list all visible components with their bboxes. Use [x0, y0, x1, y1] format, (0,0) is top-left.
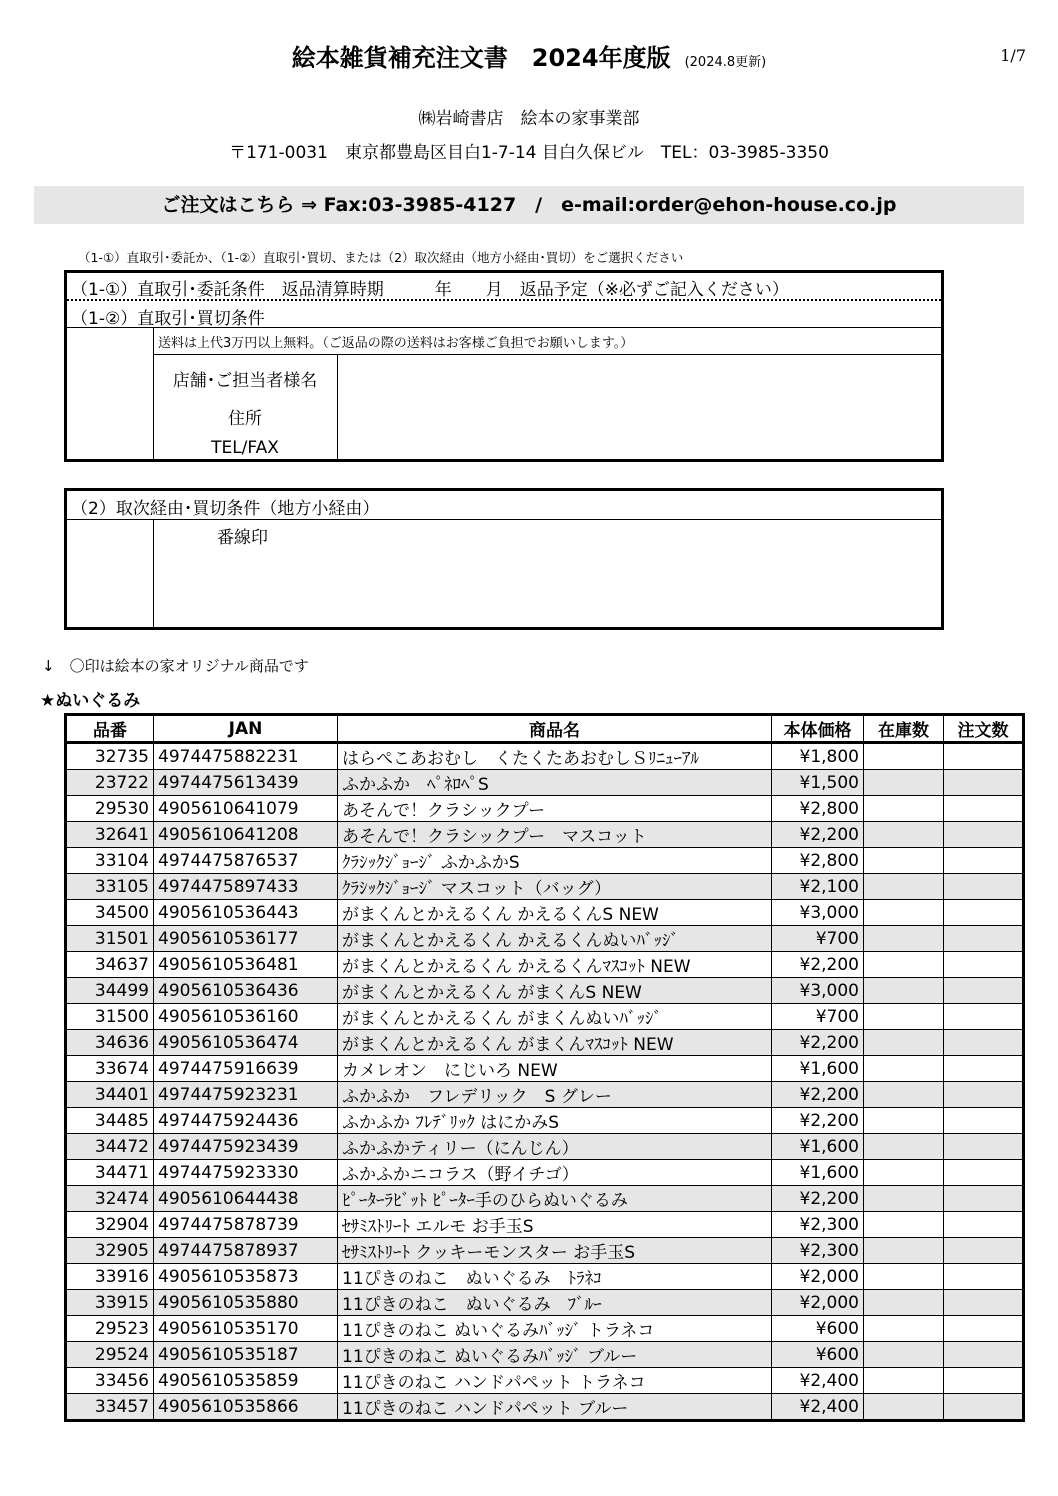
stock-cell[interactable]	[864, 770, 944, 796]
product-name-cell: ふかふかティリー（にんじん）	[338, 1134, 772, 1160]
distributor-terms-row: （2）取次経由･買切条件（地方小経由）	[71, 499, 380, 519]
price-cell: ¥2,000	[772, 1290, 864, 1316]
consignment-terms-row: （1-①）直取引･委託条件 返品清算時期 年 月 返品予定（※必ずご記入ください）	[71, 280, 789, 300]
page-number: 1/7	[1000, 46, 1026, 65]
order-qty-cell[interactable]	[944, 1186, 1024, 1212]
table-row	[66, 1108, 1024, 1134]
stock-cell[interactable]	[864, 822, 944, 848]
stock-cell[interactable]	[864, 1134, 944, 1160]
table-row	[66, 1342, 1024, 1368]
product-name-cell: 11ぴきのねこ ぬいぐるみﾊﾞｯｼﾞ トラネコ	[338, 1316, 772, 1342]
jan-cell: 4905610536160	[154, 1004, 338, 1030]
address-label: 住所	[228, 409, 262, 429]
stock-cell[interactable]	[864, 1290, 944, 1316]
stock-cell[interactable]	[864, 1004, 944, 1030]
stock-cell[interactable]	[864, 926, 944, 952]
product-name-cell: はらぺこあおむし くたくたあおむしＳﾘﾆｭｰｱﾙ	[338, 743, 772, 770]
stock-cell[interactable]	[864, 1056, 944, 1082]
product-code-cell: 33916	[66, 1264, 154, 1290]
stock-cell[interactable]	[864, 796, 944, 822]
order-qty-cell[interactable]	[944, 978, 1024, 1004]
product-name-cell: ｾｻﾐｽﾄﾘｰﾄ エルモ お手玉S	[338, 1212, 772, 1238]
jan-cell: 4905610644438	[154, 1186, 338, 1212]
stock-cell[interactable]	[864, 1368, 944, 1394]
jan-cell: 4974475882231	[154, 743, 338, 770]
jan-cell: 4905610535880	[154, 1290, 338, 1316]
product-name-cell: 11ぴきのねこ ぬいぐるみﾊﾞｯｼﾞ ブルー	[338, 1342, 772, 1368]
product-code-cell: 32641	[66, 822, 154, 848]
order-qty-cell[interactable]	[944, 1108, 1024, 1134]
table-row	[66, 900, 1024, 926]
jan-cell: 4974475923330	[154, 1160, 338, 1186]
product-name-cell: ふかふかニコラス（野イチゴ）	[338, 1160, 772, 1186]
table-row	[66, 1056, 1024, 1082]
product-code-cell: 34471	[66, 1160, 154, 1186]
order-qty-cell[interactable]	[944, 1316, 1024, 1342]
order-contact-bar: ご注文はこちら ⇒ Fax:03-3985-4127 / e-mail:order@ehon-house.co.jp	[34, 186, 1024, 224]
selection-note: （1-①）直取引･委託か、（1-②）直取引･買切、または（2）取次経由（地方小経由･買切）をご選択ください	[78, 250, 684, 265]
product-name-cell: 11ぴきのねこ ハンドパペット トラネコ	[338, 1368, 772, 1394]
page-title	[0, 38, 1058, 73]
table-row	[66, 1238, 1024, 1264]
table-row	[66, 770, 1024, 796]
divider	[67, 519, 941, 520]
jan-cell: 4974475876537	[154, 848, 338, 874]
table-row	[66, 1394, 1024, 1421]
product-name-cell: ｸﾗｼｯｸｼﾞｮｰｼﾞ マスコット（バッグ）	[338, 874, 772, 900]
product-name-cell: ｾｻﾐｽﾄﾘｰﾄ クッキーモンスター お手玉S	[338, 1238, 772, 1264]
price-cell: ¥600	[772, 1342, 864, 1368]
table-row	[66, 1264, 1024, 1290]
price-cell: ¥2,000	[772, 1264, 864, 1290]
table-header-row	[66, 715, 1024, 743]
jan-cell: 4905610535187	[154, 1342, 338, 1368]
product-code-cell: 34637	[66, 952, 154, 978]
price-cell: ¥2,300	[772, 1238, 864, 1264]
stock-cell[interactable]	[864, 1212, 944, 1238]
product-name-cell: ｸﾗｼｯｸｼﾞｮｰｼﾞ ふかふかS	[338, 848, 772, 874]
product-name-cell: カメレオン にじいろ NEW	[338, 1056, 772, 1082]
stock-cell[interactable]	[864, 1082, 944, 1108]
price-cell: ¥3,000	[772, 900, 864, 926]
product-name-cell: ﾋﾟｰﾀｰﾗﾋﾞｯﾄ ﾋﾟｰﾀｰ手のひらぬいぐるみ	[338, 1186, 772, 1212]
product-name-cell: がまくんとかえるくん かえるくんぬいﾊﾞｯｼﾞ	[338, 926, 772, 952]
col-header-price: 本体価格	[772, 715, 864, 743]
order-qty-cell[interactable]	[944, 1212, 1024, 1238]
jan-cell: 4974475916639	[154, 1056, 338, 1082]
order-qty-cell[interactable]	[944, 848, 1024, 874]
table-row	[66, 822, 1024, 848]
product-code-cell: 29530	[66, 796, 154, 822]
price-cell: ¥600	[772, 1316, 864, 1342]
product-name-cell: がまくんとかえるくん かえるくんS NEW	[338, 900, 772, 926]
price-cell: ¥2,100	[772, 874, 864, 900]
original-product-note: ↓ 〇印は絵本の家オリジナル商品です	[42, 657, 309, 675]
col-header-jan: JAN	[154, 715, 338, 743]
product-name-cell: 11ぴきのねこ ぬいぐるみ ﾄﾗﾈｺ	[338, 1264, 772, 1290]
price-cell: ¥2,200	[772, 822, 864, 848]
stamp-label: 番線印	[217, 528, 268, 548]
divider	[67, 327, 941, 328]
order-qty-cell[interactable]	[944, 1238, 1024, 1264]
order-qty-cell[interactable]	[944, 1368, 1024, 1394]
product-code-cell: 31500	[66, 1004, 154, 1030]
price-cell: ¥3,000	[772, 978, 864, 1004]
product-name-cell: 11ぴきのねこ ハンドパペット ブルー	[338, 1394, 772, 1421]
order-qty-cell[interactable]	[944, 1394, 1024, 1421]
jan-cell: 4905610536443	[154, 900, 338, 926]
table-row	[66, 796, 1024, 822]
order-qty-cell[interactable]	[944, 874, 1024, 900]
product-code-cell: 34636	[66, 1030, 154, 1056]
product-table	[64, 713, 1025, 1422]
order-qty-cell[interactable]	[944, 900, 1024, 926]
price-cell: ¥700	[772, 1004, 864, 1030]
stock-cell[interactable]	[864, 1108, 944, 1134]
table-row	[66, 1186, 1024, 1212]
product-code-cell: 34499	[66, 978, 154, 1004]
order-qty-cell[interactable]	[944, 743, 1024, 770]
order-qty-cell[interactable]	[944, 1056, 1024, 1082]
price-cell: ¥700	[772, 926, 864, 952]
product-code-cell: 32904	[66, 1212, 154, 1238]
product-code-cell: 34485	[66, 1108, 154, 1134]
product-code-cell: 34472	[66, 1134, 154, 1160]
buyout-terms-row: （1-②）直取引･買切条件	[71, 309, 265, 329]
stock-cell[interactable]	[864, 743, 944, 770]
price-cell: ¥1,800	[772, 743, 864, 770]
table-row	[66, 952, 1024, 978]
product-name-cell: ふかふか ﾌﾚﾃﾞﾘｯｸ はにかみS	[338, 1108, 772, 1134]
table-row	[66, 743, 1024, 770]
order-qty-cell[interactable]	[944, 1030, 1024, 1056]
col-header-stock: 在庫数	[864, 715, 944, 743]
price-cell: ¥1,600	[772, 1160, 864, 1186]
stock-cell[interactable]	[864, 1316, 944, 1342]
table-row	[66, 848, 1024, 874]
price-cell: ¥2,300	[772, 1212, 864, 1238]
order-qty-cell[interactable]	[944, 770, 1024, 796]
order-qty-cell[interactable]	[944, 926, 1024, 952]
jan-cell: 4974475878937	[154, 1238, 338, 1264]
jan-cell: 4974475613439	[154, 770, 338, 796]
jan-cell: 4974475878739	[154, 1212, 338, 1238]
table-row	[66, 1134, 1024, 1160]
product-code-cell: 34401	[66, 1082, 154, 1108]
order-qty-cell[interactable]	[944, 1160, 1024, 1186]
table-row	[66, 874, 1024, 900]
price-cell: ¥1,500	[772, 770, 864, 796]
price-cell: ¥1,600	[772, 1134, 864, 1160]
jan-cell: 4905610535873	[154, 1264, 338, 1290]
col-header-order: 注文数	[944, 715, 1024, 743]
product-code-cell: 34500	[66, 900, 154, 926]
product-code-cell: 29523	[66, 1316, 154, 1342]
stock-cell[interactable]	[864, 1186, 944, 1212]
product-name-cell: がまくんとかえるくん がまくんぬいﾊﾞｯｼﾞ	[338, 1004, 772, 1030]
shipping-note: 送料は上代3万円以上無料。（ご返品の際の送料はお客様ご負担でお願いします。）	[158, 336, 634, 351]
order-qty-cell[interactable]	[944, 1264, 1024, 1290]
store-contact-field[interactable]	[339, 356, 939, 458]
jan-cell: 4905610536481	[154, 952, 338, 978]
order-qty-cell[interactable]	[944, 1342, 1024, 1368]
product-name-cell: がまくんとかえるくん がまくんS NEW	[338, 978, 772, 1004]
product-code-cell: 32905	[66, 1238, 154, 1264]
jan-cell: 4905610535170	[154, 1316, 338, 1342]
jan-cell: 4905610641208	[154, 822, 338, 848]
stock-cell[interactable]	[864, 952, 944, 978]
stamp-field[interactable]	[155, 521, 939, 625]
product-code-cell: 33456	[66, 1368, 154, 1394]
direct-trade-form	[64, 270, 944, 462]
order-qty-cell[interactable]	[944, 1134, 1024, 1160]
product-name-cell: あそんで！クラシックプー マスコット	[338, 822, 772, 848]
col-header-code: 品番	[66, 715, 154, 743]
table-row	[66, 1316, 1024, 1342]
table-row	[66, 1212, 1024, 1238]
jan-cell: 4905610536436	[154, 978, 338, 1004]
table-row	[66, 1030, 1024, 1056]
jan-cell: 4905610536474	[154, 1030, 338, 1056]
dotted-divider	[67, 299, 941, 301]
order-qty-cell[interactable]	[944, 952, 1024, 978]
product-name-cell: 11ぴきのねこ ぬいぐるみ ﾌﾞﾙｰ	[338, 1290, 772, 1316]
product-code-cell: 29524	[66, 1342, 154, 1368]
stock-cell[interactable]	[864, 1160, 944, 1186]
product-code-cell: 23722	[66, 770, 154, 796]
stock-cell[interactable]	[864, 1394, 944, 1421]
product-code-cell: 32735	[66, 743, 154, 770]
stock-cell[interactable]	[864, 874, 944, 900]
product-code-cell: 33457	[66, 1394, 154, 1421]
order-qty-cell[interactable]	[944, 1290, 1024, 1316]
jan-cell: 4905610535866	[154, 1394, 338, 1421]
price-cell: ¥2,800	[772, 796, 864, 822]
jan-cell: 4974475923439	[154, 1134, 338, 1160]
product-name-cell: あそんで！クラシックプー	[338, 796, 772, 822]
company-name: ㈱岩崎書店 絵本の家事業部	[418, 109, 640, 129]
order-qty-cell[interactable]	[944, 1004, 1024, 1030]
price-cell: ¥2,200	[772, 1082, 864, 1108]
stock-cell[interactable]	[864, 1342, 944, 1368]
company-address: 〒171-0031 東京都豊島区目白1-7-14 目白久保ビル TEL：03-3985-3350	[229, 143, 829, 163]
jan-cell: 4974475897433	[154, 874, 338, 900]
divider	[337, 354, 338, 459]
product-name-cell: ふかふか フレデリック S グレー	[338, 1082, 772, 1108]
stock-cell[interactable]	[864, 1264, 944, 1290]
price-cell: ¥2,800	[772, 848, 864, 874]
order-qty-cell[interactable]	[944, 822, 1024, 848]
product-name-cell: ふかふか ﾍﾟﾈﾛﾍﾟS	[338, 770, 772, 796]
product-code-cell: 33104	[66, 848, 154, 874]
category-heading: ★ぬいぐるみ	[40, 691, 141, 711]
jan-cell: 4905610535859	[154, 1368, 338, 1394]
product-name-cell: がまくんとかえるくん かえるくんﾏｽｺｯﾄ NEW	[338, 952, 772, 978]
table-row	[66, 1368, 1024, 1394]
jan-cell: 4974475924436	[154, 1108, 338, 1134]
table-row	[66, 1082, 1024, 1108]
distributor-form	[64, 488, 944, 630]
product-code-cell: 33915	[66, 1290, 154, 1316]
store-contact-label: 店舗･ご担当者様名	[172, 371, 318, 391]
product-code-cell: 33105	[66, 874, 154, 900]
stock-cell[interactable]	[864, 1030, 944, 1056]
stock-cell[interactable]	[864, 978, 944, 1004]
price-cell: ¥2,400	[772, 1368, 864, 1394]
table-row	[66, 1160, 1024, 1186]
order-qty-cell[interactable]	[944, 796, 1024, 822]
table-row	[66, 1290, 1024, 1316]
title-text: 絵本雑貨補充注文書 2024年度版	[291, 44, 671, 72]
product-code-cell: 33674	[66, 1056, 154, 1082]
table-row	[66, 926, 1024, 952]
divider	[153, 354, 941, 355]
jan-cell: 4905610641079	[154, 796, 338, 822]
stock-cell[interactable]	[864, 1238, 944, 1264]
price-cell: ¥2,200	[772, 1108, 864, 1134]
divider	[153, 519, 154, 627]
price-cell: ¥2,200	[772, 1030, 864, 1056]
table-row	[66, 978, 1024, 1004]
price-cell: ¥1,600	[772, 1056, 864, 1082]
product-name-cell: がまくんとかえるくん がまくんﾏｽｺｯﾄ NEW	[338, 1030, 772, 1056]
price-cell: ¥2,200	[772, 1186, 864, 1212]
product-code-cell: 31501	[66, 926, 154, 952]
stock-cell[interactable]	[864, 848, 944, 874]
product-code-cell: 32474	[66, 1186, 154, 1212]
jan-cell: 4905610536177	[154, 926, 338, 952]
col-header-name: 商品名	[338, 715, 772, 743]
updated-note: (2024.8更新)	[684, 55, 767, 70]
price-cell: ¥2,400	[772, 1394, 864, 1421]
order-qty-cell[interactable]	[944, 1082, 1024, 1108]
jan-cell: 4974475923231	[154, 1082, 338, 1108]
table-row	[66, 1004, 1024, 1030]
stock-cell[interactable]	[864, 900, 944, 926]
tel-fax-label: TEL/FAX	[211, 438, 279, 458]
price-cell: ¥2,200	[772, 952, 864, 978]
